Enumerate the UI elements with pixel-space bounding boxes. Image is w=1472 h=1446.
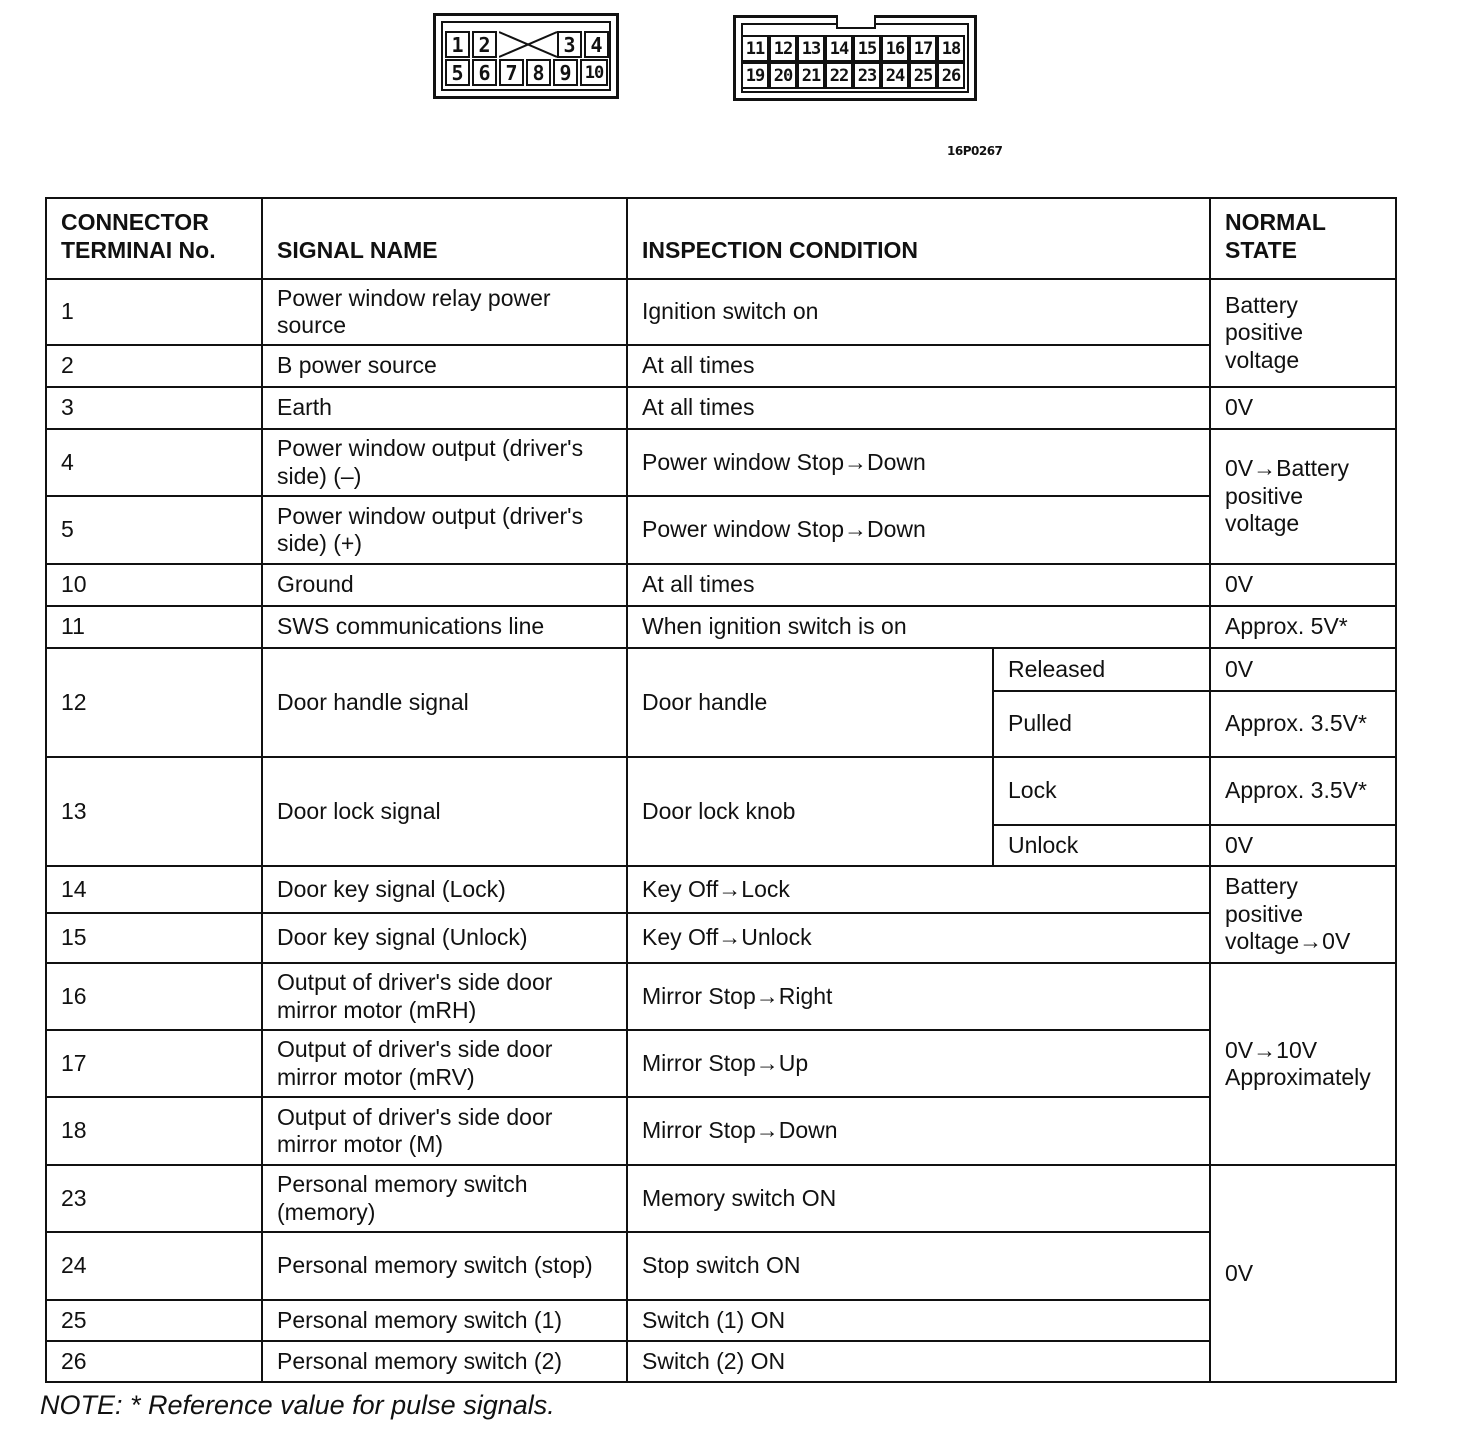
signal-cell: B power source [262,345,627,387]
signal-cell: Personal memory switch (1) [262,1300,627,1341]
signal-cell: Personal memory switch (stop) [262,1232,627,1300]
terminal-cell: 25 [46,1300,262,1341]
terminal-cell: 12 [46,648,262,757]
pin-10: 10 [580,59,608,86]
terminal-inspection-table [45,197,1397,1383]
condition-cell: Mirror Stop→Down [627,1097,1210,1165]
signal-cell: Door key signal (Unlock) [262,913,627,963]
terminal-cell: 13 [46,757,262,866]
state-cell: 0V→10V Approximately [1210,963,1396,1165]
state-cell: Battery positive voltage [1210,279,1396,387]
table-header-row [46,198,1396,279]
connector-lock-tab [836,15,876,29]
terminal-cell: 23 [46,1165,262,1232]
table-row [46,345,1396,387]
table-row [46,1030,1396,1097]
pin-17: 17 [909,35,937,62]
condition-cell: Power window Stop→Down [627,429,1210,496]
condition-cell: Key Off→Unlock [627,913,1210,963]
table-row [46,564,1396,606]
header-inspection-condition: INSPECTION CONDITION [627,198,1210,279]
condition-cell: Mirror Stop→Up [627,1030,1210,1097]
terminal-cell: 17 [46,1030,262,1097]
pin-14: 14 [825,35,853,62]
pin-12: 12 [769,35,797,62]
state-cell: 0V [1210,387,1396,429]
terminal-cell: 3 [46,387,262,429]
pin-6: 6 [472,59,497,86]
table-row [46,1165,1396,1232]
table-row [46,279,1396,345]
footnote: NOTE: * Reference value for pulse signals. [40,1390,555,1420]
condition-cell: Door handle [627,648,993,757]
condition-cell: At all times [627,387,1210,429]
condition-cell: At all times [627,564,1210,606]
signal-cell: Output of driver's side door mirror motor (mRV) [262,1030,627,1097]
pin-11: 11 [741,35,769,62]
signal-cell: Ground [262,564,627,606]
terminal-cell: 26 [46,1341,262,1382]
signal-cell: Personal memory switch (memory) [262,1165,627,1232]
condition-cell: Ignition switch on [627,279,1210,345]
table-row [46,1097,1396,1165]
signal-cell: Door key signal (Lock) [262,866,627,913]
terminal-cell: 15 [46,913,262,963]
table-row [46,963,1396,1030]
drawing-id: 16P0267 [947,144,1003,158]
pin-19: 19 [741,62,769,89]
sub-condition-cell: Released [993,648,1210,691]
header-normal-state: NORMAL STATE [1210,198,1396,279]
pin-7: 7 [499,59,524,86]
condition-cell: When ignition switch is on [627,606,1210,648]
signal-cell: Power window output (driver's side) (–) [262,429,627,496]
condition-cell: At all times [627,345,1210,387]
table-row [46,866,1396,913]
condition-cell: Door lock knob [627,757,993,866]
signal-cell: Output of driver's side door mirror motor (M) [262,1097,627,1165]
pin-4: 4 [584,31,609,58]
pin-25: 25 [909,62,937,89]
table-row [46,429,1396,496]
pin-22: 22 [825,62,853,89]
condition-cell: Switch (2) ON [627,1341,1210,1382]
terminal-cell: 14 [46,866,262,913]
terminal-cell: 24 [46,1232,262,1300]
pin-2: 2 [472,31,497,58]
blank-cavity-mark [499,31,557,58]
header-signal-name: SIGNAL NAME [262,198,627,279]
table-row [46,648,1396,691]
pin-26: 26 [937,62,965,89]
terminal-cell: 18 [46,1097,262,1165]
table-row [46,913,1396,963]
state-cell: 0V [1210,648,1396,691]
header-terminal: CONNECTOR TERMINAI No. [46,198,262,279]
condition-cell: Power window Stop→Down [627,496,1210,564]
condition-cell: Switch (1) ON [627,1300,1210,1341]
state-cell: Approx. 3.5V* [1210,691,1396,757]
pin-21: 21 [797,62,825,89]
pin-3: 3 [557,31,582,58]
terminal-cell: 4 [46,429,262,496]
table-row [46,496,1396,564]
condition-cell: Key Off→Lock [627,866,1210,913]
connector-diagram-16pin [733,15,977,101]
signal-cell: SWS communications line [262,606,627,648]
signal-cell: Door lock signal [262,757,627,866]
signal-cell: Earth [262,387,627,429]
state-cell: Approx. 3.5V* [1210,757,1396,825]
sub-condition-cell: Lock [993,757,1210,825]
terminal-cell: 16 [46,963,262,1030]
pin-23: 23 [853,62,881,89]
sub-condition-cell: Unlock [993,825,1210,866]
signal-cell: Power window output (driver's side) (+) [262,496,627,564]
table-row [46,606,1396,648]
pin-9: 9 [553,59,578,86]
sub-condition-cell: Pulled [993,691,1210,757]
pin-16: 16 [881,35,909,62]
terminal-cell: 10 [46,564,262,606]
condition-cell: Memory switch ON [627,1165,1210,1232]
pin-18: 18 [937,35,965,62]
terminal-cell: 11 [46,606,262,648]
table-row [46,757,1396,825]
condition-cell: Stop switch ON [627,1232,1210,1300]
signal-cell: Personal memory switch (2) [262,1341,627,1382]
signal-cell: Output of driver's side door mirror motor (mRH) [262,963,627,1030]
pin-24: 24 [881,62,909,89]
state-cell: 0V→Battery positive voltage [1210,429,1396,564]
condition-cell: Mirror Stop→Right [627,963,1210,1030]
signal-cell: Power window relay power source [262,279,627,345]
terminal-cell: 5 [46,496,262,564]
pin-1: 1 [445,31,470,58]
pin-13: 13 [797,35,825,62]
state-cell: 0V [1210,1165,1396,1382]
table-row [46,1300,1396,1341]
state-cell: 0V [1210,825,1396,866]
pin-15: 15 [853,35,881,62]
terminal-cell: 2 [46,345,262,387]
pin-8: 8 [526,59,551,86]
signal-cell: Door handle signal [262,648,627,757]
table-row [46,387,1396,429]
table-row [46,1232,1396,1300]
state-cell: Battery positive voltage→0V [1210,866,1396,963]
table-row [46,1341,1396,1382]
pin-5: 5 [445,59,470,86]
connector-diagram-10pin [433,13,619,99]
pin-20: 20 [769,62,797,89]
state-cell: Approx. 5V* [1210,606,1396,648]
state-cell: 0V [1210,564,1396,606]
terminal-cell: 1 [46,279,262,345]
